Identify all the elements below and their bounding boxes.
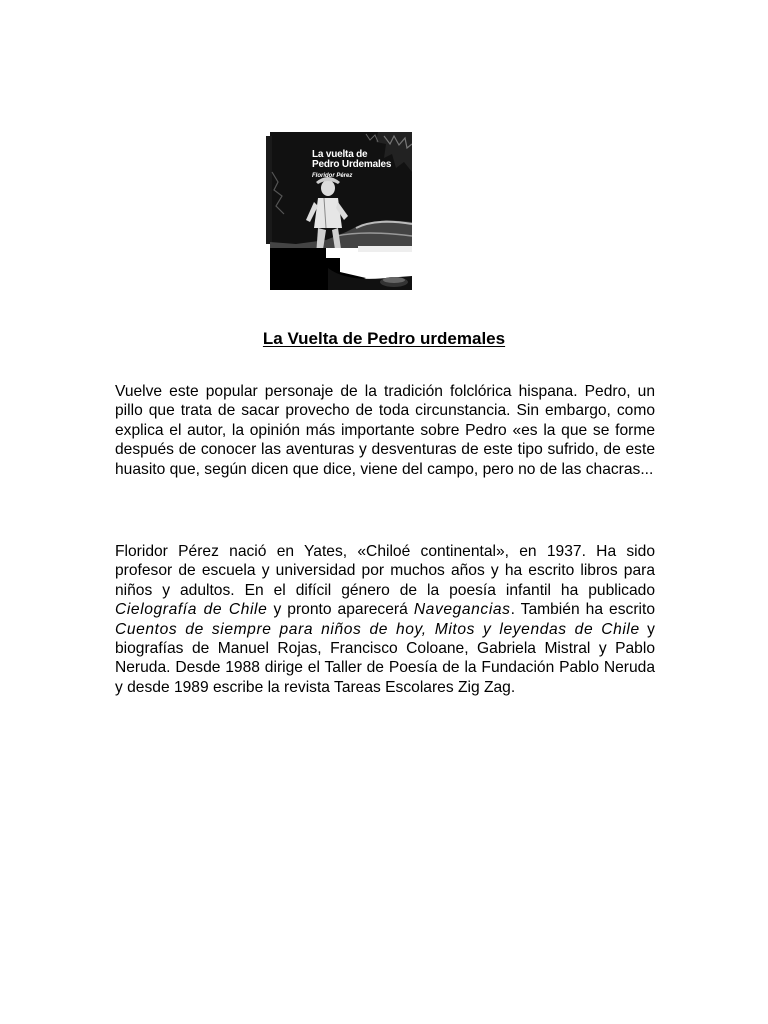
cover-title [312, 150, 391, 170]
book-title-cielografia: Cielografía de Chile [115, 601, 268, 619]
book-title-cuentos-mitos: Cuentos de siempre para niños de hoy, Mitos y leyendas de Chile [115, 620, 640, 638]
cover-title-line-1: La vuelta de [312, 149, 368, 160]
author-bio-paragraph [115, 542, 655, 697]
book-title-navegancias: Navegancias [413, 601, 511, 619]
book-cover-image [266, 132, 412, 290]
bio-text-4: y biografías de Manuel Rojas, Francisco Coloane, Gabriela Mistral y Pablo Neruda. Desde 1988 dirige el Taller de Poesía de la Fundación Pablo Neruda y desde 1989 escribe la revista Tareas Escolares Zig Zag. [115, 620, 655, 696]
bio-text-1: Floridor Pérez nació en Yates, «Chiloé continental», en 1937. Ha sido profesor de escuela y universidad por muchos años y ha escrito libros para niños y adultos. En el difícil género de la poesía infantil ha publicado [115, 543, 655, 599]
document-title: La Vuelta de Pedro urdemales [262, 329, 506, 348]
synopsis-paragraph: Vuelve este popular personaje de la tradición folclórica hispana. Pedro, un pillo que trata de sacar provecho de toda circunstancia. Sin embargo, como explica el autor, la opinión más importante sobre Pedro «es la que se forme después de conocer las aventuras y desventuras de este tipo sufrido, de este huasito que, según dicen que dice, viene del campo, pero no de las chacras... [115, 383, 655, 478]
cover-title-line-2: Pedro Urdemales [312, 159, 392, 170]
cover-author: Floridor Pérez [312, 173, 353, 179]
bio-text-3: . También ha escrito [510, 601, 655, 619]
bio-text-2: y pronto aparecerá [267, 601, 414, 619]
